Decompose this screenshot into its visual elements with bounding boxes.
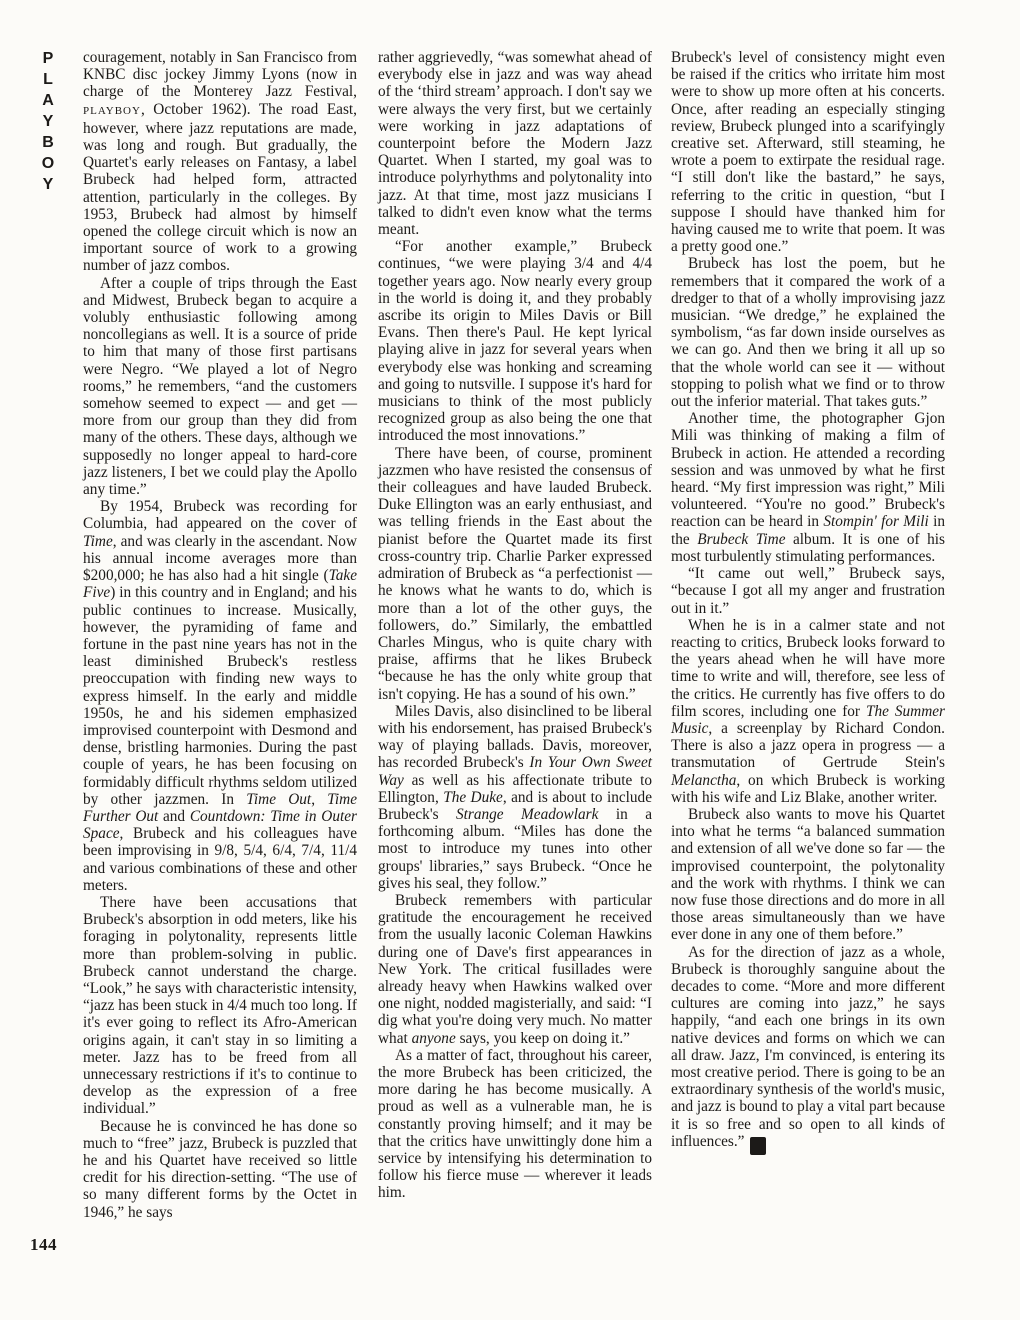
masthead-vertical: [28, 48, 68, 195]
article-paragraph: [671, 806, 945, 944]
paragraph-text: couragement, notably in San Francisco from KNBC disc jockey Jimmy Lyons (now in charge of the Monterey Jazz Festival,: [83, 49, 357, 101]
article-paragraph: [378, 445, 652, 703]
article-paragraph: [671, 944, 945, 1155]
article-column-3: [671, 49, 945, 1155]
paragraph-text: There have been accusations that Brubeck's absorption in odd meters, like his foraging in polytonality, represents little more than problem-solving in public. Brubeck cannot understand the charge. “Look,” he says with characteristic intensity, “jazz has been stuck in 4/4 much too long. If it's ever going to reflect its Afro-American origins again, it can't stay in so limiting a meter. Jazz has to be freed from all unnecessary restrictions if it's to continue to develop as the expression of a free individual.”: [83, 893, 357, 1118]
article-paragraph: [671, 49, 945, 255]
paragraph-text: Another time, the photographer Gjon Mili was thinking of making a film of Brubeck in action. He attended a recording session and was unmoved by what he first heard. “My first impression was right,” Mili volunteered. “You're no good.” Brubeck's reaction can be heard in: [671, 410, 945, 531]
paragraph-text: album. It is one of his most turbulently stimulating performances.: [671, 530, 945, 565]
paragraph-text: “It came out well,” Brubeck says, “because I got all my anger and frustration out in it.”: [671, 565, 945, 617]
article-paragraph: [378, 1047, 652, 1202]
paragraph-text: Brubeck remembers with particular gratitude the encouragement he received from the usually laconic Coleman Hawkins during one of Dave's first appearances in New York. The critical fusillades were already heavy when Hawkins walked over one night, nodded magisterially, and said: “I dig what you're doing very much. No matter what: [378, 891, 652, 1047]
italic-title: Strange Meadowlark: [456, 805, 599, 823]
masthead-letter: Y: [42, 113, 54, 130]
paragraph-text: , and is about to include Brubeck's: [378, 788, 652, 823]
italic-title: Time Further Out: [83, 790, 358, 825]
italic-title: Melanctha: [671, 771, 737, 789]
paragraph-text: When he is in a calmer state and not reacting to critics, Brubeck looks forward to the years ahead when he will have more time to write and will, therefore, see less of the critics. He currently has five offers to do film scores, including one for: [671, 616, 945, 720]
playboy-rabbit-icon: ♠: [750, 1137, 766, 1155]
paragraph-text: Brubeck has lost the poem, but he remembers that it compared the work of a dredger to that of a wholly improvising jazz musician. “We dredge,” he explained the symbolism, “as far down inside ourselves as we can go. And then we bring it all up so that the whole world can see it — without stopping to polish what we find or to throw out the inferior material. That takes guts.”: [671, 255, 945, 411]
italic-title: The Summer Music: [671, 702, 945, 737]
italic-title: Time: [83, 532, 113, 550]
masthead-letter: Y: [42, 176, 54, 193]
article-paragraph: [83, 275, 357, 499]
article-column-2: [378, 49, 652, 1202]
paragraph-text: and: [158, 807, 190, 825]
paragraph-text: After a couple of trips through the East and Midwest, Brubeck began to acquire a volubly enthusiastic following among noncollegians as well. It is a source of pride to him that many of those first partisans were Negro. “We played a lot of Negro rooms,” he remembers, “and the customers somehow seemed to expect — and get — more from our group than they did from many of the others. These days, although we supposedly no longer appeal to hard-core jazz listeners, I bet we could play the Apollo any time.”: [83, 274, 357, 499]
paragraph-text: As a matter of fact, throughout his career, the more Brubeck has been criticized, the more daring he has become musically. A proud as well as a vulnerable man, he is constantly proving himself; and it may be that the critics have unwittingly done him a service by intensifying his determination to follow his fierce muse — wherever it leads him.: [378, 1046, 652, 1202]
paragraph-text: Brubeck also wants to move his Quartet into what he terms “a balanced summation and extension of all we've done so far — the improvised counterpoint, the polytonality and the work with rhythms. I think we can now fuse those directions and do more in all those areas simultaneously than we have ever done in any one of them before.”: [671, 805, 945, 944]
paragraph-text: As for the direction of jazz as a whole, Brubeck is thoroughly sanguine about the decades to come. “More and more different cultures are coming into jazz,” he says happily, “and each one brings in its own native devices and forms on which we can all draw. Jazz, I'm convinced, is entering its most creative period. There is going to be an extraordinary synthesis of the world's music, and jazz is bound to play a vital part because it is so free and so open to all kinds of influences.”: [671, 943, 945, 1150]
paragraph-text: “For another example,” Brubeck continues, “we were playing 3/4 and 4/4 together years ago. Now nearly every group in the world is doing it, and they probably ascribe its origin to Miles Davis or Bill Evans. Then there's Paul. He kept lyrical playing alive in jazz for several years when everybody else was honking and screaming and going to nutsville. I suppose it's hard for musicians to think of the most publicly recognized group as also being the one that introduced the most innovations.”: [378, 238, 652, 445]
italic-title: The Duke: [443, 788, 503, 806]
masthead-letter: L: [43, 71, 53, 88]
article-paragraph: [671, 255, 945, 410]
paragraph-text: in a forthcoming album. “Miles has done the most to introduce my tunes into other groups' libraries,” says Brubeck. “Once he gives his seal, they follow.”: [378, 805, 652, 892]
article-paragraph: [83, 1118, 357, 1221]
paragraph-text: , on which Brubeck is working with his wife and Liz Blake, another writer.: [671, 771, 945, 806]
paragraph-text: Because he is convinced he has done so much to “free” jazz, Brubeck is puzzled that he and his Quartet have received so little credit for his direction-setting. “The use of so many different forms by the Octet in 1946,” he says: [83, 1117, 357, 1221]
masthead-letter: P: [42, 50, 54, 67]
article-paragraph: [83, 49, 357, 275]
article-paragraph: [378, 49, 652, 238]
paragraph-text: rather aggrievedly, “was somewhat ahead of everybody else in jazz and was way ahead of the ‘third stream’ approach. I don't say we were always the very first, but we certainly were working in jazz adaptations of counterpoint before the Modern Jazz Quartet. When I started, my goal was to introduce polyrhythms and polytonality into jazz. At that time, most jazz musicians I talked to didn't even know what the terms meant.: [378, 49, 652, 239]
article-paragraph: [671, 565, 945, 617]
paragraph-text: Brubeck's level of consistency might even be raised if the critics who irritate him most were to show up more often at his concerts. Once, after reading an especially stinging review, Brubeck plunged into a scarifyingly creative set. Afterward, still steaming, he wrote a poem to extirpate the residual rage. “I still don't like the bastard,” he says, referring to the critic in question, “but I suppose I should have thanked him for having caused me to write that poem. It was a pretty good one.”: [671, 49, 945, 256]
italic-title: Stompin' for Mili: [823, 513, 929, 531]
italic-title: In Your Own Sweet Way: [378, 754, 652, 789]
article-paragraph: [83, 894, 357, 1118]
article-column-1: [83, 49, 357, 1221]
article-paragraph: [378, 238, 652, 444]
paragraph-text: as well as his affectionate tribute to Ellington,: [378, 771, 652, 806]
paragraph-text: , and was clearly in the ascendant. Now his annual income averages more than $200,000; he has also had a hit single (: [83, 532, 357, 585]
paragraph-text: By 1954, Brubeck was recording for Columbia, had appeared on the cover of: [83, 498, 357, 533]
paragraph-text: There have been, of course, prominent jazzmen who have resisted the consensus of their colleagues and have lauded Brubeck. Duke Ellington was an early enthusiast, and was telling friends in the East about the pianist before the Quartet made its first cross-country trip. Charlie Parker expressed admiration of Brubeck as “a perfectionist — he knows what he wants to do, which is more than a lot of the other guys, the followers, do.” Similarly, the embattled Charles Mingus, who is quite chary with praise, affirms that he likes Brubeck “because he has the only white group that isn't copying. He has a sound of his own.”: [378, 444, 652, 703]
italic-title: Time Out: [246, 790, 312, 808]
masthead-letter: O: [41, 155, 55, 172]
italic-title: Take Five: [83, 567, 357, 602]
masthead-letter: A: [42, 92, 54, 109]
article-paragraph: [378, 703, 652, 892]
paragraph-text: says, you keep on doing it.”: [455, 1029, 630, 1047]
article-paragraph: [671, 617, 945, 806]
paragraph-text: in the: [671, 513, 945, 548]
article-paragraph: [83, 498, 357, 894]
paragraph-text: ,: [311, 790, 328, 808]
paragraph-text: ) in this country and in England; and his public continues to increase. Musically, however, the pyramiding of fame and fortune in the past nine years has not in the least diminished Brubeck's restless preoccupation with finding new ways to express himself. In the early and middle 1950s, he and his sidemen emphasized improvised counterpoint with Desmond and dense, bristling harmonies. During the past couple of years, he has been focusing on formidably difficult rhythms seldom utilized by other jazzmen. In: [83, 584, 357, 808]
italic-title: Countdown: Time in Outer Space: [83, 807, 357, 843]
small-caps-text: PLAYBOY: [83, 104, 141, 117]
paragraph-text: Miles Davis, also disinclined to be liberal with his endorsement, has praised Brubeck's way of playing ballads. Davis, moreover, has recorded Brubeck's: [378, 702, 652, 772]
page-number: 144: [30, 1235, 57, 1254]
paragraph-text: , a screenplay by Richard Condon. There is also a jazz opera in progress — a transmutation of Gertrude Stein's: [671, 719, 945, 772]
paragraph-text: , October 1962). The road East, however, where jazz reputations are made, was long and rough. But gradually, the Quartet's early releases on Fantasy, a label Brubeck had helped form, attracted attention, particularly in the colleges. By 1953, Brubeck had almost by himself opened the college circuit which is now an important source of work to a growing number of jazz combos.: [83, 100, 357, 275]
italic-title: Brubeck Time: [697, 530, 786, 548]
masthead-letter: B: [42, 134, 54, 151]
italic-title: anyone: [411, 1029, 456, 1047]
paragraph-text: , Brubeck and his colleagues have been improvising in 9/8, 5/4, 6/4, 7/4, 11/4 and various combinations of these and other meters.: [83, 825, 357, 894]
article-paragraph: [378, 892, 652, 1047]
article-paragraph: [671, 410, 945, 565]
